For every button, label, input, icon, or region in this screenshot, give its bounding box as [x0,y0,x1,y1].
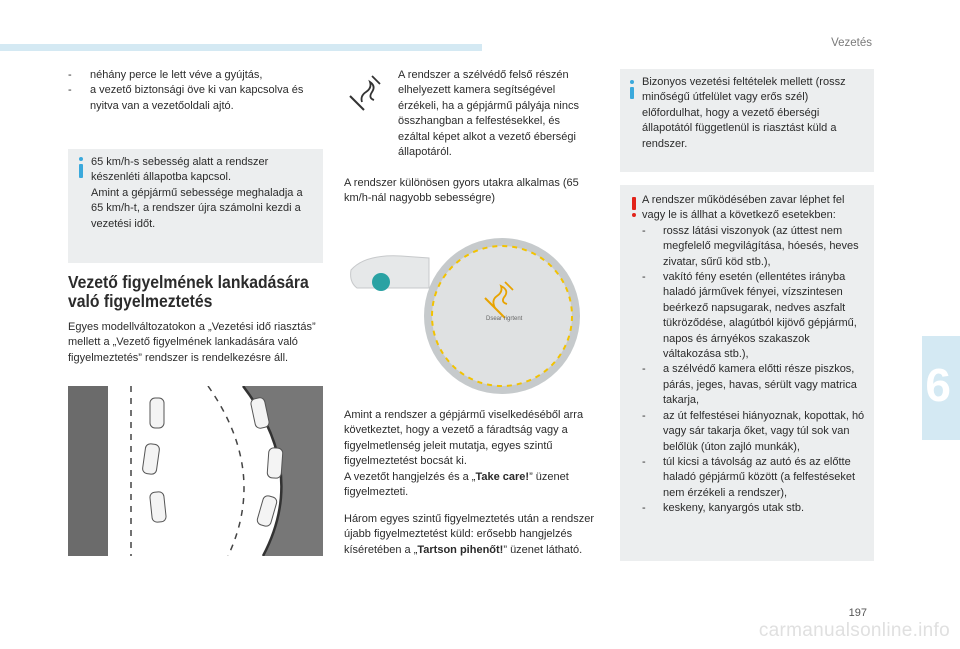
alert-level-2-paragraph: Három egyes szintű figyelmeztetés után a rendszer újabb figyelmeztetést küld: erősebb hangjelzés kíséretében a „Tartson pihenőt!” üzenet látható. [344,513,595,556]
warning-icon [632,197,636,210]
header-bar [0,44,482,51]
list-item: - a vezető biztonsági öve ki van kapcsolva és nyitva van a vezetőoldali ajtó. [68,84,304,112]
section-title: Vezetés [831,37,872,49]
watermark-text: carmanualsonline.info [758,620,950,641]
list-item: - a szélvédő kamera előtti része piszkos, párás, jeges, havas, sérült vagy matrica takarja, [642,363,857,407]
warning-list [642,224,868,517]
road-lane-graphic [68,386,323,556]
alert-level-1-paragraph: Amint a rendszer a gépjármű viselkedéséből arra következtet, hogy a vezető a fáradtság vagy a figyelmetlenség jeleit mutatja, egyes szintű figyelmeztetést bocsát ki. A vezetőt hangjelzés és a „Take care!” üzenet figyelmezteti. [344,409,584,499]
info-text: Bizonyos vezetési feltételek mellett (rossz minőségű útfelület vagy erős szél) előfordulhat, hogy a vezető éberségi állapotától függetlenül is riasztást küld a rendszer. [642,76,846,150]
warning-note [620,185,874,561]
fast-roads-text: A rendszer különösen gyors utakra alkalmas (65 km/h-nál nagyobb sebességre) [344,177,579,205]
list-item: - rossz látási viszonyok (az úttest nem megfelelő megvilágítása, hóesés, heves zivatar, sűrű köd stb.), [642,224,859,268]
intro-paragraph: Egyes modellváltozatokon a „Vezetési idő riasztás” mellett a „Vezető figyelmének lankadására való figyelmeztetés” rendszer is rendelkezésre áll. [68,321,316,364]
list-item: - túl kicsi a távolság az autó és az előtte haladó gépjármű között (a felfestéseket nem érzékeli a rendszer), [642,455,856,499]
instrument-cluster-illustration [345,236,583,394]
road-lane-illustration [68,386,323,556]
list-item: - néhány perce le lett véve a gyújtás, [68,69,263,81]
dash-list [68,68,328,114]
info-icon [79,164,83,178]
list-item: - keskeny, kanyargós utak stb. [642,502,805,515]
warning-intro: A rendszer működésében zavar léphet fel vagy le is állhat a következő esetekben: [642,194,845,222]
info-text: Amint a gépjármű sebessége meghaladja a 65 km/h-t, a rendszer újra számolni kezdi a vezetési időt. [91,186,303,230]
info-note-conditions [620,69,874,172]
page-number: 197 [848,607,867,619]
section-heading: Vezető figyelmének lankadására való figyelmeztetés [68,272,309,311]
chapter-number: 6 [925,359,951,411]
cluster-message: Dsear rigrtent [486,316,523,322]
camera-icon [346,74,386,114]
info-text: 65 km/h-s sebesség alatt a rendszer készenléti állapotba kapcsol. [91,156,269,184]
list-item: - az út felfestései hiányoznak, kopottak, hó vagy sár takarja őket, vagy túl sok van belőlük (úton zajló munkák), [642,409,865,453]
list-item: - vakító fény esetén (ellentétes irányba haladó járművek fényei, vízszintesen beérkező napsugarak, nedves aszfalt tükröződése, alagútból kijövő gépjármű, napos és árnyékos szakaszok váltakozása stb.), [642,271,857,361]
info-note [68,149,323,263]
camera-description: A rendszer a szélvédő felső részén elhelyezett kamera segítségével érzékeli, ha a gépjármű pályája nincs összhangban a felfestésekkel, és ezáltal képet alkot a vezető éberségi állapotáról. [398,69,579,159]
info-icon [630,87,634,99]
